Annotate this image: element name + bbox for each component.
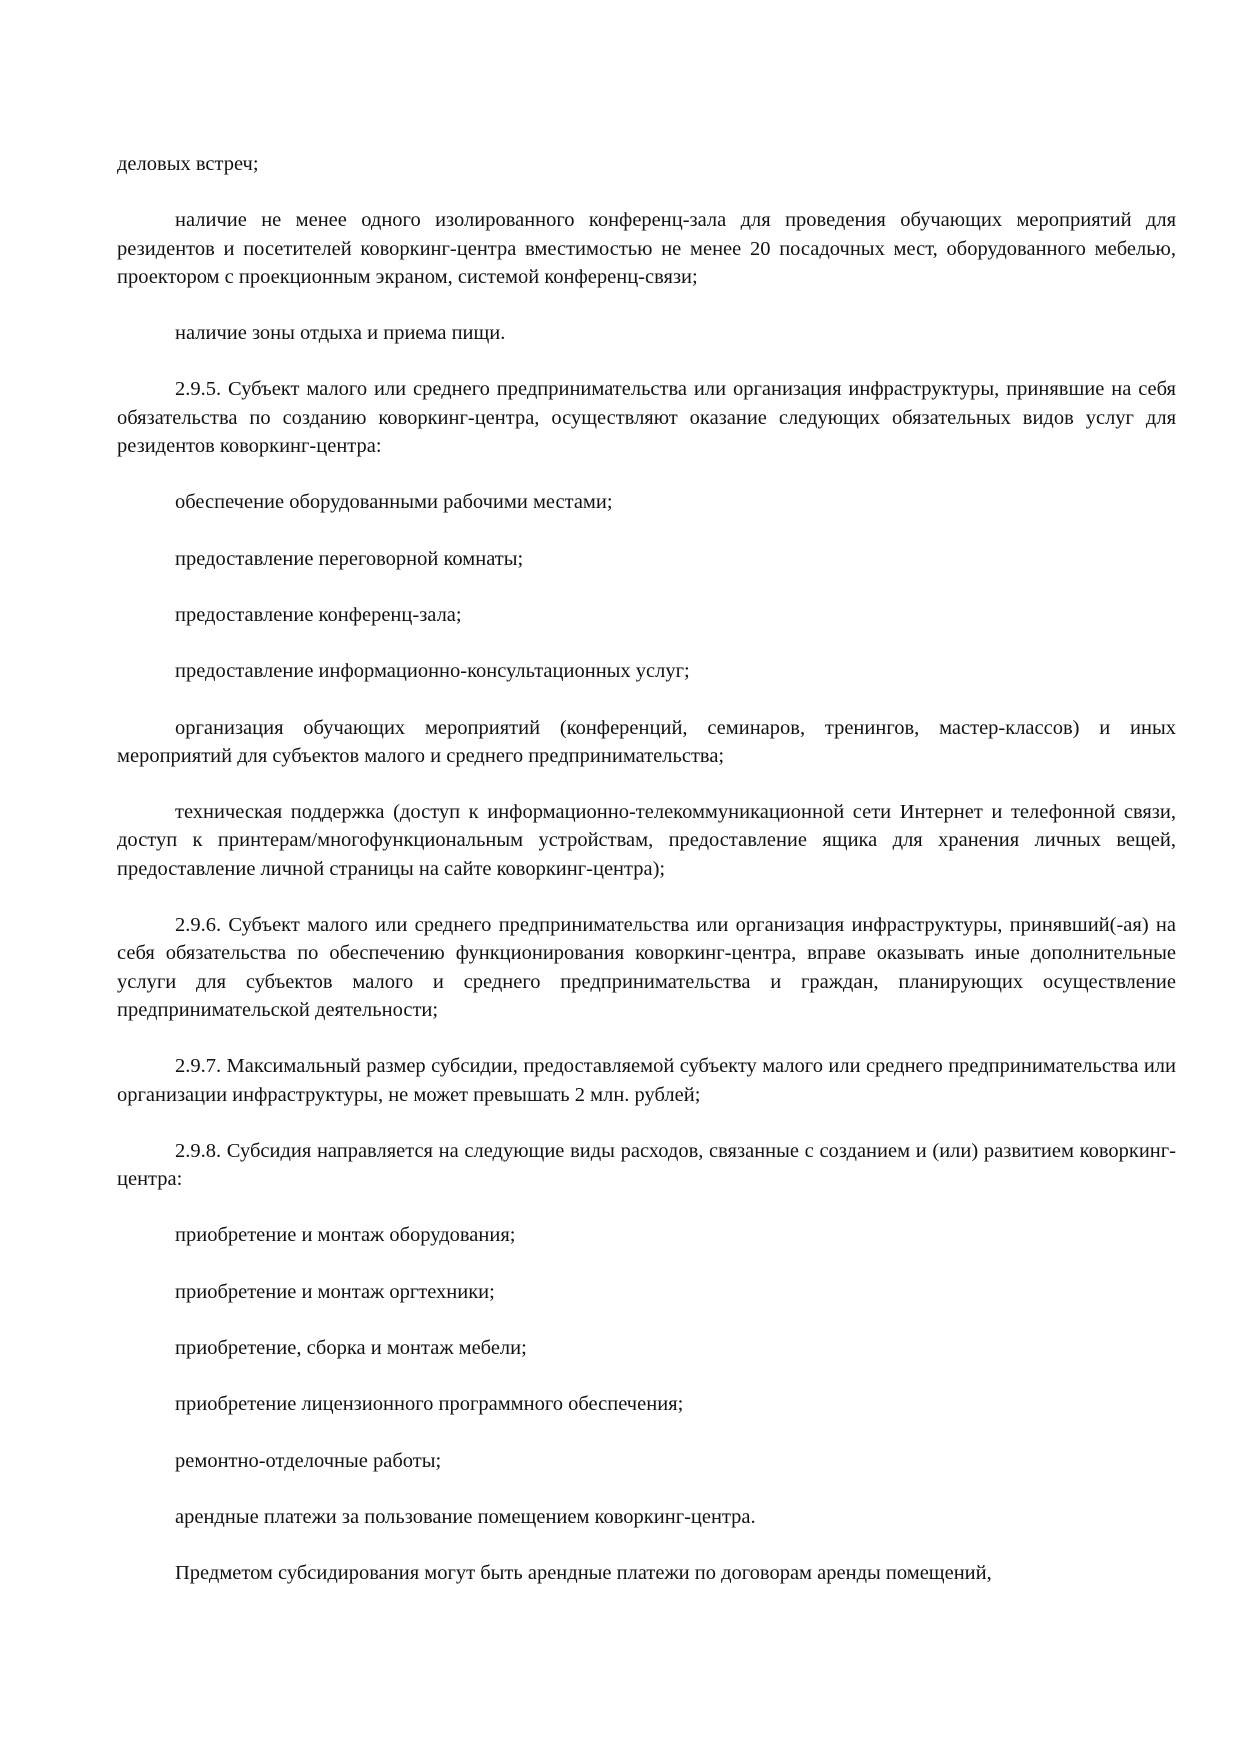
- paragraph-2-9-8: 2.9.8. Субсидия направляется на следующие виды расходов, связанные с созданием и (или) развитием коворкинг-центра:: [117, 1139, 1176, 1191]
- list-item-rent: арендные платежи за пользование помещением коворкинг-центра.: [175, 1505, 756, 1528]
- paragraph-conference-hall: наличие не менее одного изолированного конференц-зала для проведения обучающих мероприятий для резидентов и посетителей коворкинг-центра вместимостью не менее 20 посадочных мест, оборудованного мебелью, проектором с проекционным экраном, системой конференц-связи;: [117, 209, 1176, 288]
- list-item-software: приобретение лицензионного программного обеспечения;: [175, 1393, 684, 1416]
- paragraph-2-9-5: 2.9.5. Субъект малого или среднего предпринимательства или организация инфраструктуры, принявшие на себя обязательства по созданию коворкинг-центра, осуществляют оказание следующих обязательных видов услуг для резидентов коворкинг-центра:: [117, 378, 1176, 458]
- paragraph-2-9-7: 2.9.7. Максимальный размер субсидии, предоставляемой субъекту малого или среднего предпринимательства или организации инфраструктуры, не может превышать 2 млн. рублей;: [117, 1055, 1176, 1106]
- paragraph-subsidy-subject: Предметом субсидирования могут быть арендные платежи по договорам аренды помещений,: [175, 1562, 992, 1585]
- list-item-training-events: организация обучающих мероприятий (конференций, семинаров, тренингов, мастер-классов) и иных мероприятий для субъектов малого и среднего предпринимательства;: [117, 716, 1176, 767]
- paragraph-2-9-6: 2.9.6. Субъект малого или среднего предпринимательства или организация инфраструктуры, принявший(-ая) на себя обязательства по обеспечению функционирования коворкинг-центра, вправе оказывать иные дополнительные услуги для субъектов малого и среднего предпринимательства и граждан, планирующих осуществление предпринимательской деятельности;: [117, 914, 1176, 1021]
- document-page: [117, 0, 1176, 1616]
- list-item-renovation: ремонтно-отделочные работы;: [175, 1449, 442, 1472]
- list-item-furniture: приобретение, сборка и монтаж мебели;: [175, 1337, 527, 1360]
- paragraph-rest-zone: наличие зоны отдыха и приема пищи.: [175, 322, 506, 345]
- list-item-conference-hall: предоставление конференц-зала;: [175, 603, 462, 626]
- list-item-meeting-room: предоставление переговорной комнаты;: [175, 547, 524, 570]
- list-item-workplaces: обеспечение оборудованными рабочими местами;: [175, 491, 613, 514]
- paragraph-continuation: деловых встреч;: [117, 153, 259, 175]
- list-item-technical-support: техническая поддержка (доступ к информационно-телекоммуникационной сети Интернет и телефонной связи, доступ к принтерам/многофункциональным устройствам, предоставление ящика для хранения личных вещей, предоставление личной страницы на сайте коворкинг-центра);: [117, 801, 1176, 880]
- list-item-office-equipment: приобретение и монтаж оргтехники;: [175, 1280, 495, 1303]
- list-item-equipment: приобретение и монтаж оборудования;: [175, 1224, 516, 1247]
- list-item-consulting: предоставление информационно-консультационных услуг;: [175, 660, 690, 683]
